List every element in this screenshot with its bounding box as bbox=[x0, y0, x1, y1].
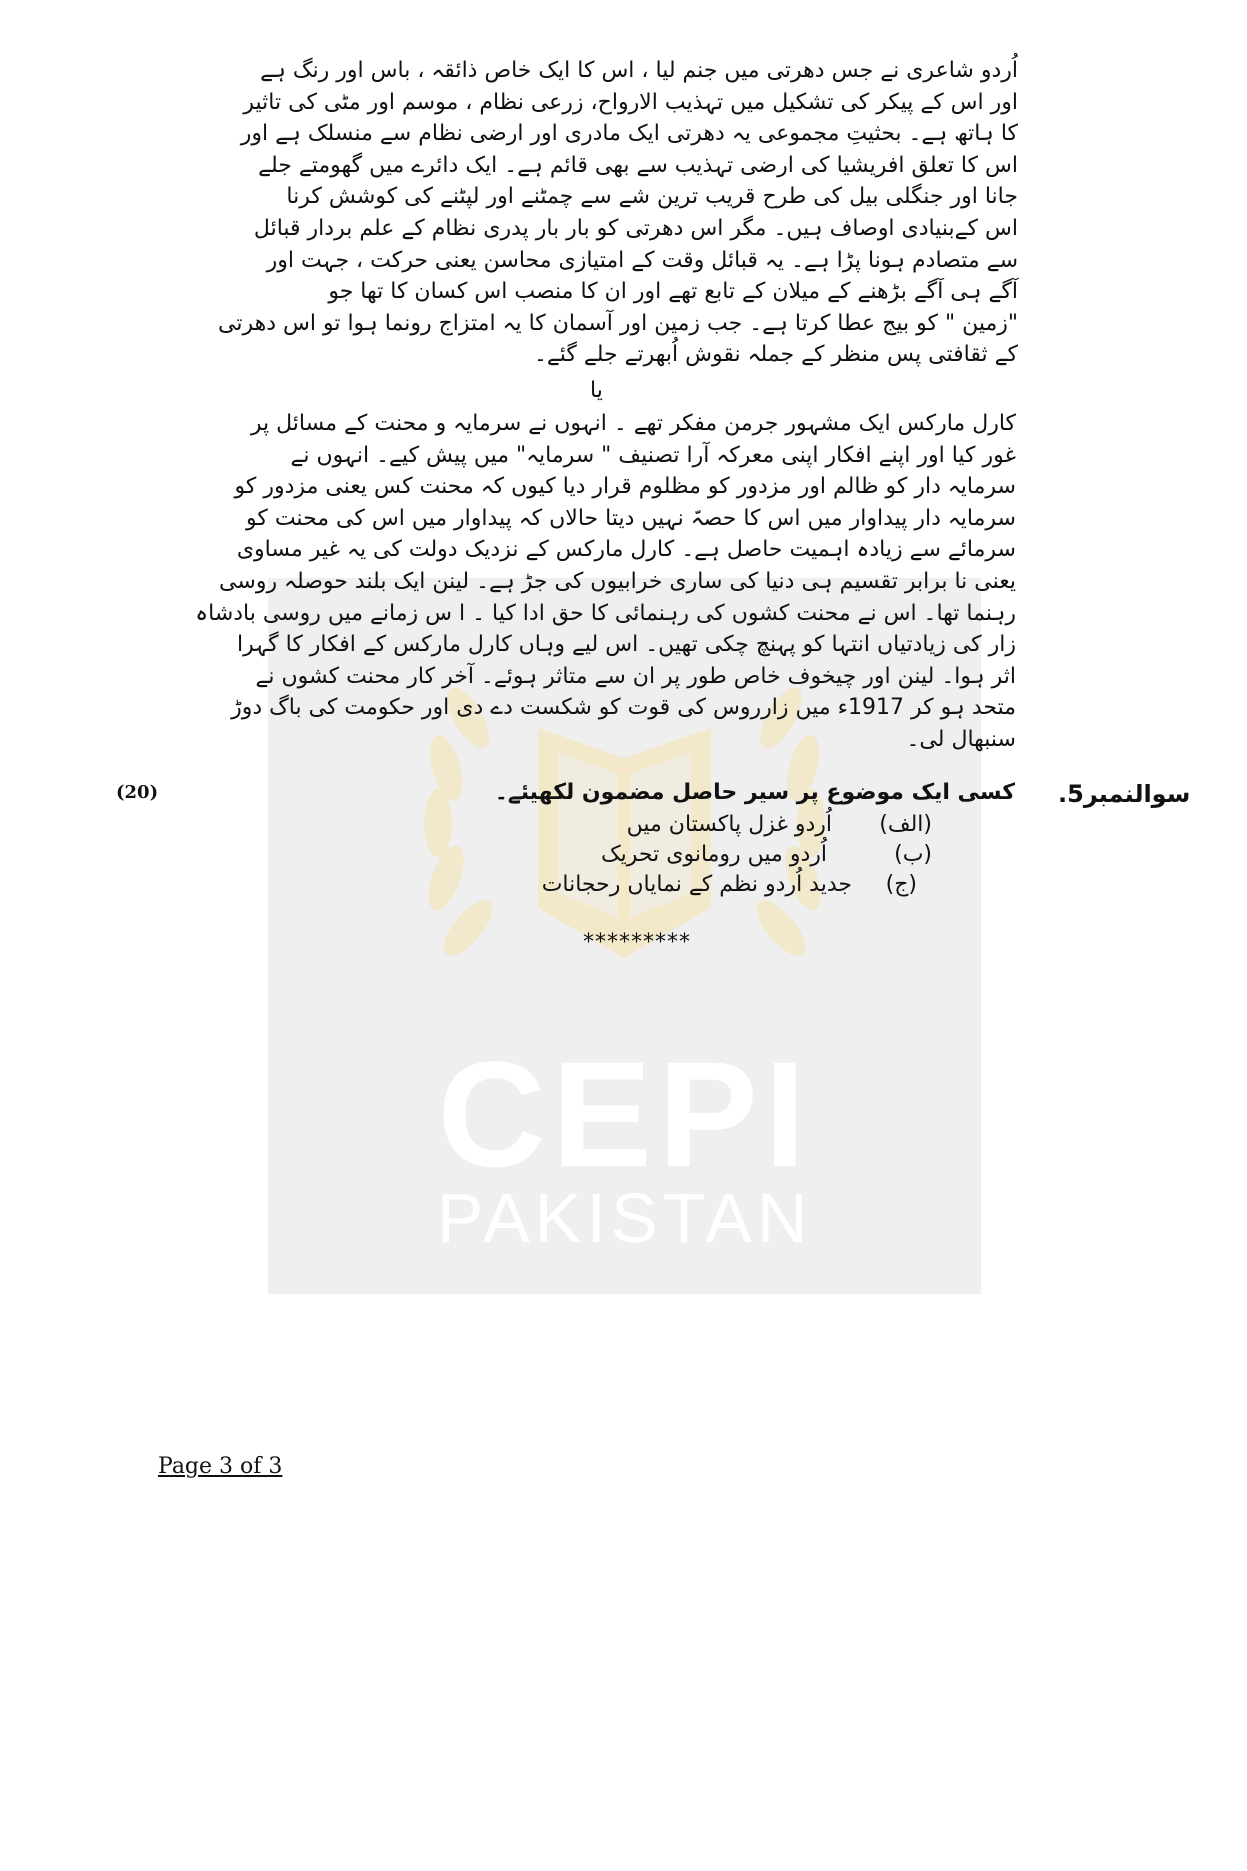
passage-one-line: کا ہاتھ ہے۔ بحثیتِ مجموعی یہ دھرتی ایک مادری اور ارضی نظام سے منسلک ہے اور bbox=[240, 121, 1018, 147]
passage-two-line: اثر ہوا۔ لینن اور چیخوف خاص طور پر ان سے متاثر ہوئے۔ آخر کار محنت کشوں نے bbox=[255, 663, 1016, 689]
passage-one-line: اور اس کے پیکر کی تشکیل میں تہذیب الارواح، زرعی نظام ، موسم اور مٹی کی تاثیر bbox=[243, 89, 1018, 115]
option-text-b: اُردو میں رومانوی تحریک bbox=[600, 842, 827, 867]
passage-two-line: متحد ہو کر 1917ء میں زارروس کی قوت کو شکست دے دی اور حکومت کی باگ دوڑ bbox=[231, 695, 1016, 721]
end-marker: ********* bbox=[583, 930, 691, 955]
passage-two-line: سرمائے سے زیادہ اہمیت حاصل ہے۔ کارل مارکس کے نزدیک دولت کی یہ غیر مساوی bbox=[236, 537, 1016, 563]
option-label-b: (ب) bbox=[894, 842, 932, 867]
passage-two-line: زار کی زیادتیاں انتہا کو پہنچ چکی تھیں۔ اس لیے وہاں کارل مارکس کے افکار کا گہرا bbox=[237, 632, 1016, 658]
passage-two-line: رہنما تھا۔ اس نے محنت کشوں کی رہنمائی کا حق ادا کیا ۔ ا س زمانے میں روسی بادشاہ bbox=[195, 600, 1016, 626]
passage-two-line: سرمایہ دار پیداوار میں اس کا حصہّ نہیں دیتا حالاں کہ پیداوار میں اس کی محنت کو bbox=[246, 505, 1016, 531]
passage-one-line: اس کےبنیادی اوصاف ہیں۔ مگر اس دھرتی کو بار بار پدری نظام کے علم بردار قبائل bbox=[253, 215, 1018, 241]
option-text-c: جدید اُردو نظم کے نمایاں رحجانات bbox=[541, 872, 852, 897]
passage-one-line: آگے ہی آگے بڑھنے کے میلان کے تابع تھے اور ان کا منصب اس کسان کا تھا جو bbox=[328, 279, 1018, 305]
option-text-a: اُردو غزل پاکستان میں bbox=[626, 812, 832, 837]
passage-one-line: جانا اور جنگلی بیل کی طرح قریب ترین شے سے چمٹنے اور لپٹنے کی کوشش کرنا bbox=[286, 184, 1018, 210]
option-label-c: (ج) bbox=[885, 872, 917, 897]
question-marks: (20) bbox=[116, 782, 159, 803]
passage-two bbox=[195, 408, 1016, 756]
watermark-brand-sub: PAKISTAN bbox=[436, 1179, 813, 1257]
passage-one bbox=[186, 55, 1018, 371]
option-label-a: (الف) bbox=[879, 812, 932, 837]
question-number: سوالنمبر5. bbox=[1058, 780, 1191, 808]
page-number: Page 3 of 3 bbox=[158, 1454, 283, 1479]
passage-one-line: "زمین " کو بیج عطا کرتا ہے۔ جب زمین اور آسمان کا یہ امتزاج رونما ہوا تو اس دھرتی bbox=[218, 310, 1018, 336]
passage-two-line: سنبھال لی۔ bbox=[906, 726, 1016, 752]
watermark-brand-main: CEPI bbox=[437, 1030, 812, 1198]
passage-two-line: کارل مارکس ایک مشہور جرمن مفکر تھے ۔ انہوں نے سرمایہ و محنت کے مسائل پر bbox=[250, 411, 1016, 436]
or-separator: یا bbox=[590, 378, 603, 403]
passage-two-line: سرمایہ دار کو ظالم اور مزدور کو مظلوم قرار دیا کیوں کہ محنت کس یعنی مزدور کو bbox=[234, 474, 1016, 500]
passage-one-line: اس کا تعلق افریشیا کی ارضی تہذیب سے بھی قائم ہے۔ ایک دائرے میں گھومتے جلے bbox=[258, 152, 1018, 178]
passage-one-line: اُردو شاعری نے جس دھرتی میں جنم لیا ، اس کا ایک خاص ذائقہ ، باس اور رنگ ہے bbox=[260, 58, 1018, 83]
passage-one-line: سے متصادم ہونا پڑا ہے۔ یہ قبائل وقت کے امتیازی محاسن یعنی حرکت ، جہت اور bbox=[266, 247, 1018, 273]
passage-two-line: غور کیا اور اپنے افکار اپنی معرکہ آرا تصنیف " سرمایہ" میں پیش کیے۔ انہوں نے bbox=[290, 442, 1016, 468]
question-text: کسی ایک موضوع پر سیر حاصل مضمون لکھیئے۔ bbox=[494, 780, 1015, 805]
passage-two-line: یعنی نا برابر تقسیم ہی دنیا کی ساری خرابیوں کی جڑ ہے۔ لینن ایک بلند حوصلہ روسی bbox=[219, 568, 1016, 594]
passage-one-line: کے ثقافتی پس منظر کے جملہ نقوش اُبھرتے جلے گئے۔ bbox=[533, 342, 1018, 368]
